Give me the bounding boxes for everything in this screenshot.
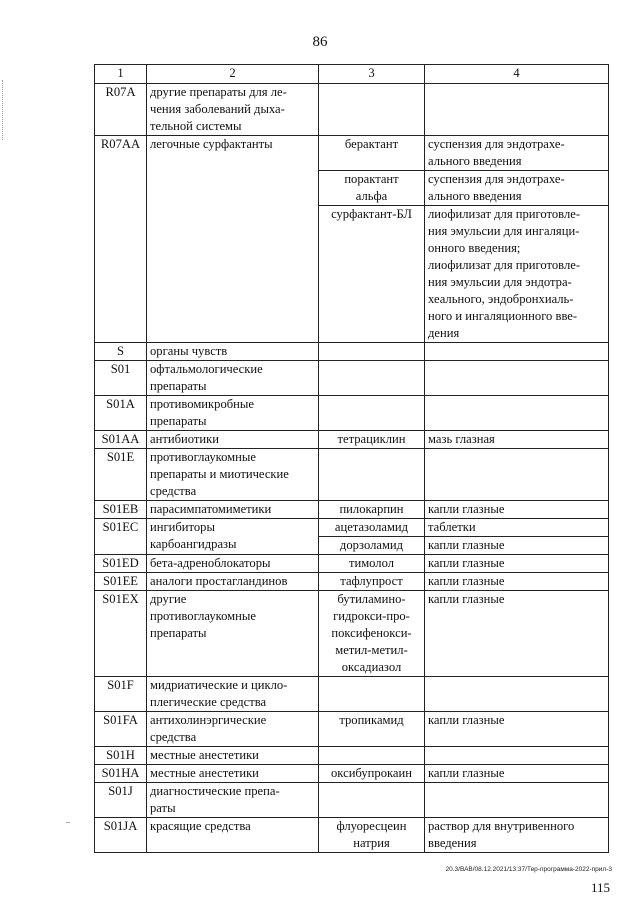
atc-code-cell: S01 [95, 361, 147, 396]
dosage-form-cell: капли глазные [425, 573, 609, 591]
dosage-form-cell: капли глазные [425, 765, 609, 783]
dosage-form-cell: капли глазные [425, 555, 609, 573]
table-row [95, 343, 609, 361]
anatomical-group-cell: местные анестетики [147, 747, 319, 765]
anatomical-group-cell: аналоги простагландинов [147, 573, 319, 591]
atc-code-cell: S01FA [95, 712, 147, 747]
dosage-form-cell: лиофилизат для приготовле- ния эмульсии для ингаляци- онного введения; лиофилизат для приготовле- ния эмульсии для эндотра- хеального, эндобронхиаль- ного и ингаляционного вве- дения [425, 206, 609, 343]
table-row [95, 555, 609, 573]
table-row [95, 84, 609, 136]
table-row [95, 136, 609, 171]
table-row [95, 396, 609, 431]
column-header: 3 [319, 65, 425, 84]
table-row [95, 591, 609, 677]
atc-code-cell: S01E [95, 449, 147, 501]
atc-code-cell: S01EC [95, 519, 147, 555]
atc-code-cell: S01EB [95, 501, 147, 519]
drug-name-cell [319, 747, 425, 765]
atc-code-cell: S01J [95, 783, 147, 818]
dosage-form-cell: капли глазные [425, 537, 609, 555]
anatomical-group-cell: противомикробные препараты [147, 396, 319, 431]
table-body [95, 84, 609, 853]
dosage-form-cell [425, 449, 609, 501]
footer-code: 20.3/ВАВ/08.12.2021/13:37/Тер-программа-2022-прил-3 [445, 866, 612, 873]
table-row [95, 677, 609, 712]
drug-name-cell [319, 783, 425, 818]
column-header: 1 [95, 65, 147, 84]
anatomical-group-cell: парасимпатомиметики [147, 501, 319, 519]
margin-marks [2, 80, 9, 140]
atc-code-cell: S01F [95, 677, 147, 712]
dosage-form-cell: мазь глазная [425, 431, 609, 449]
drug-name-cell [319, 396, 425, 431]
anatomical-group-cell: антибиотики [147, 431, 319, 449]
table-row [95, 712, 609, 747]
header-row [95, 65, 609, 84]
dosage-form-cell: раствор для внутривенного введения [425, 818, 609, 853]
anatomical-group-cell: мидриатические и цикло- плегические средства [147, 677, 319, 712]
drug-name-cell [319, 84, 425, 136]
dosage-form-cell [425, 677, 609, 712]
drug-name-cell [319, 677, 425, 712]
anatomical-group-cell: другие противоглаукомные препараты [147, 591, 319, 677]
table-row [95, 765, 609, 783]
anatomical-group-cell: другие препараты для ле- чения заболеваний дыха- тельной системы [147, 84, 319, 136]
dosage-form-cell [425, 343, 609, 361]
dosage-form-cell: капли глазные [425, 591, 609, 677]
table-row [95, 431, 609, 449]
drug-name-cell [319, 361, 425, 396]
drug-name-cell: порактант альфа [319, 171, 425, 206]
drug-name-cell: тафлупрост [319, 573, 425, 591]
column-header: 2 [147, 65, 319, 84]
dosage-form-cell: капли глазные [425, 501, 609, 519]
drug-name-cell: флуоресцеин натрия [319, 818, 425, 853]
anatomical-group-cell: бета-адреноблокаторы [147, 555, 319, 573]
atc-code-cell: R07A [95, 84, 147, 136]
atc-code-cell: S01JA [95, 818, 147, 853]
drug-name-cell [319, 343, 425, 361]
dosage-form-cell: суспензия для эндотрахе- ального введения [425, 171, 609, 206]
anatomical-group-cell: диагностические препа- раты [147, 783, 319, 818]
atc-code-cell: S01A [95, 396, 147, 431]
sheet-number: 115 [590, 880, 610, 895]
margin-dash [66, 822, 70, 823]
dosage-form-cell [425, 783, 609, 818]
drug-name-cell [319, 449, 425, 501]
drug-name-cell: тимолол [319, 555, 425, 573]
anatomical-group-cell: легочные сурфактанты [147, 136, 319, 343]
atc-code-cell: S [95, 343, 147, 361]
drug-name-cell: пилокарпин [319, 501, 425, 519]
anatomical-group-cell: антихолинэргические средства [147, 712, 319, 747]
atc-code-cell: S01HA [95, 765, 147, 783]
table-row [95, 501, 609, 519]
table-row [95, 747, 609, 765]
column-header: 4 [425, 65, 609, 84]
table-row [95, 573, 609, 591]
table-row [95, 519, 609, 537]
atc-code-cell: S01ED [95, 555, 147, 573]
drug-name-cell: тетрациклин [319, 431, 425, 449]
dosage-form-cell [425, 396, 609, 431]
atc-code-cell: S01EX [95, 591, 147, 677]
drug-name-cell: сурфактант-БЛ [319, 206, 425, 343]
dosage-form-cell [425, 361, 609, 396]
drug-name-cell: оксибупрокаин [319, 765, 425, 783]
atc-code-cell: R07AA [95, 136, 147, 343]
atc-code-cell: S01AA [95, 431, 147, 449]
table-row [95, 361, 609, 396]
dosage-form-cell: суспензия для эндотрахе- ального введения [425, 136, 609, 171]
anatomical-group-cell: противоглаукомные препараты и миотические средства [147, 449, 319, 501]
anatomical-group-cell: органы чувств [147, 343, 319, 361]
dosage-form-cell: таблетки [425, 519, 609, 537]
page-number: 86 [312, 34, 328, 50]
anatomical-group-cell: местные анестетики [147, 765, 319, 783]
dosage-form-cell [425, 84, 609, 136]
table-row [95, 449, 609, 501]
drug-name-cell: берактант [319, 136, 425, 171]
anatomical-group-cell: ингибиторы карбоангидразы [147, 519, 319, 555]
atc-code-cell: S01H [95, 747, 147, 765]
drug-name-cell: дорзоламид [319, 537, 425, 555]
table-row [95, 783, 609, 818]
drug-name-cell: тропикамид [319, 712, 425, 747]
drug-name-cell: бутиламино- гидрокси-про- поксифенокси- метил-метил- оксадиазол [319, 591, 425, 677]
atc-code-cell: S01EE [95, 573, 147, 591]
dosage-form-cell [425, 747, 609, 765]
anatomical-group-cell: красящие средства [147, 818, 319, 853]
drug-name-cell: ацетазоламид [319, 519, 425, 537]
anatomical-group-cell: офтальмологические препараты [147, 361, 319, 396]
dosage-form-cell: капли глазные [425, 712, 609, 747]
drug-table [94, 64, 609, 853]
table-row [95, 818, 609, 853]
